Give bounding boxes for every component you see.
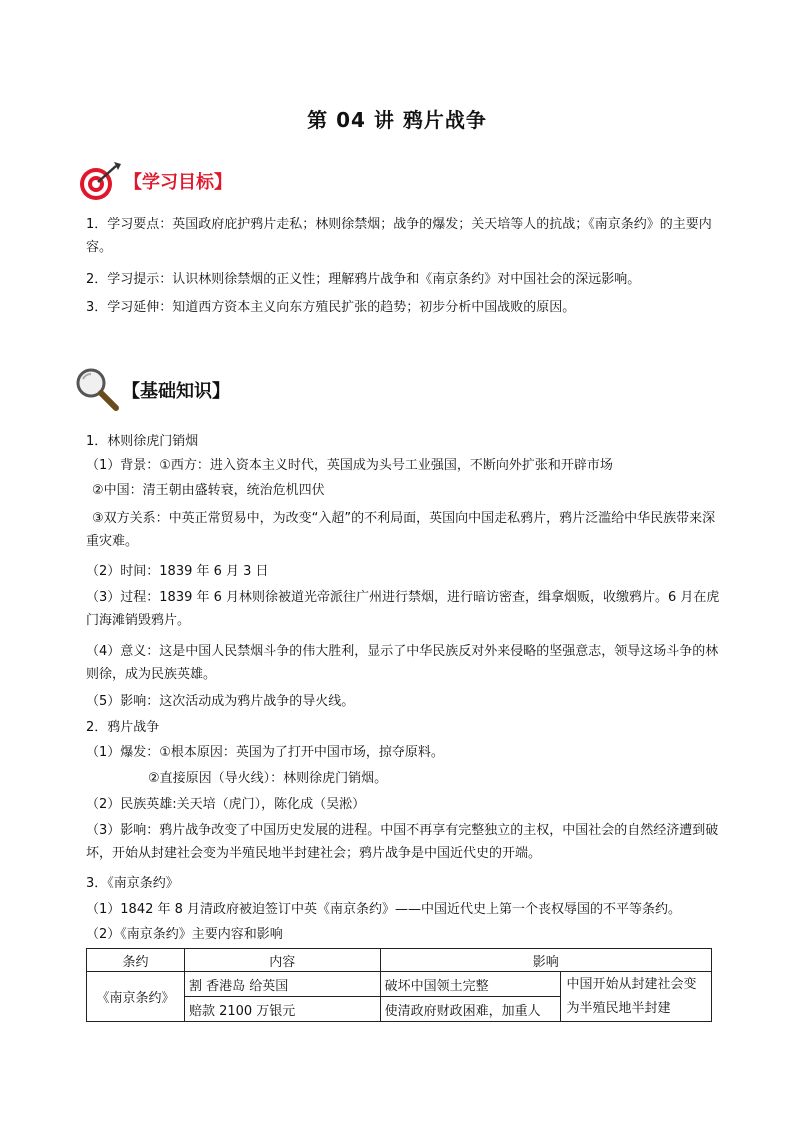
s1-background-3: ③双方关系：中英正常贸易中，为改变“入超”的不利局面，英国向中国走私鸦片，鸦片泛滥给中华民族带来深重灾难。 bbox=[86, 511, 716, 549]
s3-sign: （1）1842 年 8 月清政府被迫签订中英《南京条约》——中国近代史上第一个丧权辱国的不平等条约。 bbox=[86, 902, 682, 917]
treaty-table bbox=[86, 948, 712, 1022]
page-title: 第 04 讲 鸦片战争 bbox=[307, 108, 487, 132]
table-row bbox=[87, 972, 712, 997]
s2-impact: （3）影响：鸦片战争改变了中国历史发展的进程。中国不再享有完整独立的主权，中国社会的自然经济遭到破坏，开始从封建社会变为半殖民地半封建社会；鸦片战争是中国近代史的开端。 bbox=[86, 823, 719, 861]
s3-title: 3．《南京条约》 bbox=[86, 876, 179, 891]
s2-outbreak-2: ②直接原因（导火线）：林则徐虎门销烟。 bbox=[148, 771, 388, 786]
goal-item-1: 1．学习要点：英国政府庇护鸦片走私；林则徐禁烟；战争的爆发；关天培等人的抗战；《南京条约》的主要内容。 bbox=[86, 217, 712, 255]
s1-meaning: （4）意义：这是中国人民禁烟斗争的伟大胜利，显示了中华民族反对外来侵略的坚强意志，领导这场斗争的林则徐，成为民族英雄。 bbox=[86, 644, 719, 682]
treaty-name-cell: 《南京条约》 bbox=[87, 972, 185, 1022]
goals-heading: 【学习目标】 bbox=[124, 172, 232, 193]
basics-heading: 【基础知识】 bbox=[122, 381, 230, 402]
s2-heroes: （2）民族英雄:关天培（虎门），陈化成（吴淞） bbox=[86, 797, 366, 812]
goal-item-3: 3．学习延伸：知道西方资本主义向东方殖民扩张的趋势；初步分析中国战败的原因。 bbox=[86, 300, 576, 315]
basics-header bbox=[74, 366, 230, 414]
s1-background-2: ②中国：清王朝由盛转衰，统治危机四伏 bbox=[92, 483, 325, 498]
s1-background-1: （1）背景：①西方：进入资本主义时代，英国成为头号工业强国，不断向外扩张和开辟市场 bbox=[86, 458, 613, 473]
overall-impact-cell: 中国开始从封建社会变为半殖民地半封建 bbox=[560, 972, 711, 1022]
s1-impact: （5）影响：这次活动成为鸦片战争的导火线。 bbox=[86, 694, 355, 709]
target-icon bbox=[74, 160, 124, 202]
goal-item-2: 2．学习提示：认识林则徐禁烟的正义性；理解鸦片战争和《南京条约》对中国社会的深远影响。 bbox=[86, 272, 641, 287]
s1-title: 1．林则徐虎门销烟 bbox=[86, 434, 199, 449]
table-header-row bbox=[87, 949, 712, 972]
s1-time: （2）时间：1839 年 6 月 3 日 bbox=[86, 564, 269, 579]
s2-title: 2．鸦片战争 bbox=[86, 720, 160, 735]
s2-outbreak-1: （1）爆发：①根本原因：英国为了打开中国市场，掠夺原料。 bbox=[86, 745, 444, 760]
header-treaty: 条约 bbox=[87, 949, 185, 972]
s3-content-title: （2）《南京条约》主要内容和影响 bbox=[86, 927, 283, 942]
magnifier-icon bbox=[74, 366, 122, 414]
impact-cell: 使清政府财政困难，加重人 bbox=[380, 997, 560, 1022]
impact-cell: 破坏中国领土完整 bbox=[380, 972, 560, 997]
content-cell: 割 香港岛 给英国 bbox=[184, 972, 380, 997]
header-content: 内容 bbox=[184, 949, 380, 972]
s1-process: （3）过程：1839 年 6 月林则徐被道光帝派往广州进行禁烟，进行暗访密查，缉拿烟贩，收缴鸦片。6 月在虎门海滩销毁鸦片。 bbox=[86, 590, 720, 628]
content-cell: 赔款 2100 万银元 bbox=[184, 997, 380, 1022]
header-impact: 影响 bbox=[380, 949, 711, 972]
goals-header bbox=[74, 160, 232, 202]
